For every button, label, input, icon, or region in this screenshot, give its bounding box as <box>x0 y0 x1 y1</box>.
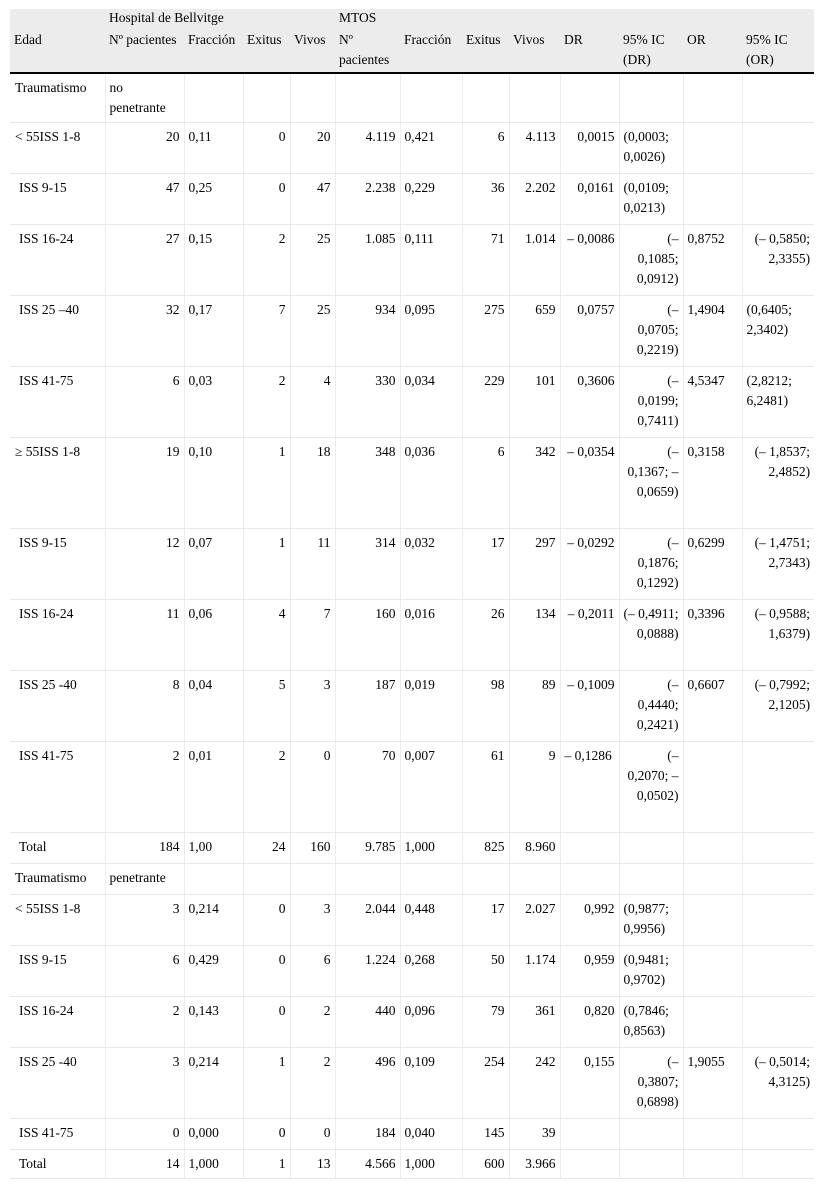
cell-col-1: 6 <box>105 946 184 997</box>
header-group-empty <box>10 9 105 28</box>
cell-col-8: 2.027 <box>509 895 560 946</box>
cell-col-3: 0 <box>243 997 290 1048</box>
cell-col-4 <box>290 73 335 123</box>
cell-col-10: (– 0,0705; 0,2219) <box>619 296 683 367</box>
cell-col-4: 0 <box>290 742 335 833</box>
cell-col-6: 0,019 <box>400 671 462 742</box>
cell-col-11 <box>683 123 742 174</box>
cell-col-3: 1 <box>243 438 290 529</box>
cell-col-0: ISS 9-15 <box>10 946 105 997</box>
cell-col-0: ISS 9-15 <box>10 529 105 600</box>
cell-col-1: penetrante <box>105 864 184 895</box>
cell-col-4: 47 <box>290 174 335 225</box>
cell-col-9 <box>560 1150 619 1179</box>
cell-col-11 <box>683 1150 742 1179</box>
cell-col-12 <box>742 864 814 895</box>
cell-col-9: – 0,0292 <box>560 529 619 600</box>
cell-col-8 <box>509 864 560 895</box>
cell-col-3: 5 <box>243 671 290 742</box>
table-row <box>10 438 814 529</box>
cell-col-4: 2 <box>290 997 335 1048</box>
cell-col-0: ISS 25 –40 <box>10 296 105 367</box>
table-row <box>10 1119 814 1150</box>
cell-col-11 <box>683 997 742 1048</box>
cell-col-10: (0,9877; 0,9956) <box>619 895 683 946</box>
cell-col-0: < 55ISS 1-8 <box>10 123 105 174</box>
cell-col-6: 0,040 <box>400 1119 462 1150</box>
cell-col-3: 0 <box>243 895 290 946</box>
header-group-hospital: Hospital de Bellvitge <box>105 9 335 28</box>
cell-col-5: 1.224 <box>335 946 400 997</box>
cell-col-7: 98 <box>462 671 509 742</box>
cell-col-7: 600 <box>462 1150 509 1179</box>
cell-col-3: 1 <box>243 1048 290 1119</box>
cell-col-11: 0,6299 <box>683 529 742 600</box>
cell-col-7: 17 <box>462 895 509 946</box>
cell-col-7: 17 <box>462 529 509 600</box>
cell-col-3: 1 <box>243 1150 290 1179</box>
cell-col-0: ≥ 55ISS 1-8 <box>10 438 105 529</box>
cell-col-11 <box>683 73 742 123</box>
table-row <box>10 997 814 1048</box>
cell-col-8: 89 <box>509 671 560 742</box>
cell-col-8: 4.113 <box>509 123 560 174</box>
col-fraccion-hospital: Fracción <box>184 28 243 74</box>
cell-col-9: – 0,0086 <box>560 225 619 296</box>
cell-col-9: 0,992 <box>560 895 619 946</box>
cell-col-11: 1,9055 <box>683 1048 742 1119</box>
table-row <box>10 174 814 225</box>
cell-col-12 <box>742 174 814 225</box>
cell-col-5: 4.119 <box>335 123 400 174</box>
cell-col-12 <box>742 946 814 997</box>
cell-col-9: – 0,2011 <box>560 600 619 671</box>
col-vivos-mtos: Vivos <box>509 28 560 74</box>
cell-col-9 <box>560 864 619 895</box>
cell-col-10: (0,9481; 0,9702) <box>619 946 683 997</box>
cell-col-1: no penetrante <box>105 73 184 123</box>
cell-col-8 <box>509 73 560 123</box>
cell-col-10 <box>619 73 683 123</box>
cell-col-7: 145 <box>462 1119 509 1150</box>
cell-col-10 <box>619 1119 683 1150</box>
cell-col-1: 0 <box>105 1119 184 1150</box>
cell-col-7: 254 <box>462 1048 509 1119</box>
cell-col-11: 0,8752 <box>683 225 742 296</box>
cell-col-11 <box>683 174 742 225</box>
cell-col-2: 0,07 <box>184 529 243 600</box>
cell-col-4: 13 <box>290 1150 335 1179</box>
cell-col-10: (– 0,4440; 0,2421) <box>619 671 683 742</box>
cell-col-2: 0,01 <box>184 742 243 833</box>
cell-col-2 <box>184 73 243 123</box>
cell-col-9: 0,0757 <box>560 296 619 367</box>
col-n-pacientes-mtos: Nº pacientes <box>335 28 400 74</box>
cell-col-8: 3.966 <box>509 1150 560 1179</box>
cell-col-6: 0,007 <box>400 742 462 833</box>
cell-col-0: ISS 16-24 <box>10 600 105 671</box>
cell-col-4: 11 <box>290 529 335 600</box>
cell-col-5: 1.085 <box>335 225 400 296</box>
cell-col-0: ISS 41-75 <box>10 742 105 833</box>
col-or: OR <box>683 28 742 74</box>
table-row <box>10 742 814 833</box>
cell-col-11: 4,5347 <box>683 367 742 438</box>
cell-col-1: 184 <box>105 833 184 864</box>
cell-col-3: 0 <box>243 174 290 225</box>
cell-col-11: 0,3396 <box>683 600 742 671</box>
cell-col-2: 0,143 <box>184 997 243 1048</box>
cell-col-2: 0,15 <box>184 225 243 296</box>
cell-col-6: 1,000 <box>400 833 462 864</box>
cell-col-5: 934 <box>335 296 400 367</box>
table-row <box>10 600 814 671</box>
cell-col-0: ISS 41-75 <box>10 367 105 438</box>
cell-col-2: 0,10 <box>184 438 243 529</box>
cell-col-7: 825 <box>462 833 509 864</box>
cell-col-12: (0,6405; 2,3402) <box>742 296 814 367</box>
cell-col-0: ISS 25 -40 <box>10 1048 105 1119</box>
cell-col-4: 0 <box>290 1119 335 1150</box>
cell-col-4: 25 <box>290 296 335 367</box>
cell-col-8: 39 <box>509 1119 560 1150</box>
col-dr: DR <box>560 28 619 74</box>
cell-col-2 <box>184 864 243 895</box>
cell-col-1: 27 <box>105 225 184 296</box>
cell-col-9: 0,820 <box>560 997 619 1048</box>
cell-col-7: 26 <box>462 600 509 671</box>
cell-col-11 <box>683 864 742 895</box>
cell-col-7: 229 <box>462 367 509 438</box>
cell-col-1: 32 <box>105 296 184 367</box>
cell-col-10: (– 0,1367; – 0,0659) <box>619 438 683 529</box>
cell-col-12 <box>742 123 814 174</box>
cell-col-6: 0,109 <box>400 1048 462 1119</box>
cell-col-9: – 0,1286 <box>560 742 619 833</box>
cell-col-2: 0,04 <box>184 671 243 742</box>
cell-col-1: 3 <box>105 1048 184 1119</box>
cell-col-12 <box>742 742 814 833</box>
cell-col-3: 4 <box>243 600 290 671</box>
cell-col-0: Total <box>10 833 105 864</box>
table-row <box>10 225 814 296</box>
cell-col-10: (0,0003; 0,0026) <box>619 123 683 174</box>
cell-col-10: (– 0,4911; 0,0888) <box>619 600 683 671</box>
cell-col-8: 659 <box>509 296 560 367</box>
table-container <box>10 9 814 1179</box>
cell-col-4: 7 <box>290 600 335 671</box>
cell-col-12: (2,8212; 6,2481) <box>742 367 814 438</box>
cell-col-3: 2 <box>243 225 290 296</box>
cell-col-10: (0,7846; 0,8563) <box>619 997 683 1048</box>
cell-col-0: ISS 16-24 <box>10 225 105 296</box>
cell-col-11: 0,6607 <box>683 671 742 742</box>
cell-col-6: 0,034 <box>400 367 462 438</box>
cell-col-9: 0,155 <box>560 1048 619 1119</box>
section-row <box>10 864 814 895</box>
cell-col-0: Traumatismo <box>10 864 105 895</box>
cell-col-1: 47 <box>105 174 184 225</box>
cell-col-4: 3 <box>290 895 335 946</box>
cell-col-6: 0,016 <box>400 600 462 671</box>
col-ic-or: 95% IC (OR) <box>742 28 814 74</box>
cell-col-11 <box>683 742 742 833</box>
cell-col-8: 8.960 <box>509 833 560 864</box>
cell-col-6: 0,036 <box>400 438 462 529</box>
cell-col-2: 0,17 <box>184 296 243 367</box>
cell-col-5: 2.044 <box>335 895 400 946</box>
cell-col-11 <box>683 946 742 997</box>
cell-col-12 <box>742 1150 814 1179</box>
cell-col-12 <box>742 1119 814 1150</box>
cell-col-7 <box>462 864 509 895</box>
cell-col-9 <box>560 73 619 123</box>
cell-col-7: 6 <box>462 123 509 174</box>
cell-col-4: 2 <box>290 1048 335 1119</box>
table-row <box>10 946 814 997</box>
cell-col-12: (– 0,9588; 1,6379) <box>742 600 814 671</box>
col-fraccion-mtos: Fracción <box>400 28 462 74</box>
cell-col-4: 18 <box>290 438 335 529</box>
cell-col-10 <box>619 1150 683 1179</box>
cell-col-1: 12 <box>105 529 184 600</box>
cell-col-12: (– 1,4751; 2,7343) <box>742 529 814 600</box>
cell-col-3 <box>243 73 290 123</box>
cell-col-7: 36 <box>462 174 509 225</box>
cell-col-5: 330 <box>335 367 400 438</box>
cell-col-9: 0,0161 <box>560 174 619 225</box>
cell-col-10: (0,0109; 0,0213) <box>619 174 683 225</box>
table-body <box>10 73 814 1179</box>
cell-col-7: 50 <box>462 946 509 997</box>
cell-col-4: 4 <box>290 367 335 438</box>
cell-col-0: ISS 25 -40 <box>10 671 105 742</box>
cell-col-10: (– 0,0199; 0,7411) <box>619 367 683 438</box>
cell-col-2: 0,06 <box>184 600 243 671</box>
cell-col-12: (– 0,7992; 2,1205) <box>742 671 814 742</box>
cell-col-9: 0,0015 <box>560 123 619 174</box>
cell-col-6: 0,229 <box>400 174 462 225</box>
table-row <box>10 529 814 600</box>
cell-col-0: ISS 41-75 <box>10 1119 105 1150</box>
table-row <box>10 671 814 742</box>
data-table <box>10 9 814 1179</box>
cell-col-5: 184 <box>335 1119 400 1150</box>
cell-col-8: 101 <box>509 367 560 438</box>
cell-col-11: 1,4904 <box>683 296 742 367</box>
cell-col-8: 342 <box>509 438 560 529</box>
cell-col-6: 0,032 <box>400 529 462 600</box>
cell-col-6: 0,096 <box>400 997 462 1048</box>
cell-col-5: 4.566 <box>335 1150 400 1179</box>
cell-col-6 <box>400 864 462 895</box>
cell-col-12 <box>742 73 814 123</box>
cell-col-7 <box>462 73 509 123</box>
cell-col-1: 19 <box>105 438 184 529</box>
table-header <box>10 9 814 73</box>
cell-col-3: 1 <box>243 529 290 600</box>
cell-col-10: (– 0,1085; 0,0912) <box>619 225 683 296</box>
cell-col-7: 275 <box>462 296 509 367</box>
cell-col-2: 0,11 <box>184 123 243 174</box>
cell-col-5: 187 <box>335 671 400 742</box>
header-column-row <box>10 28 814 74</box>
cell-col-5: 348 <box>335 438 400 529</box>
cell-col-2: 0,214 <box>184 895 243 946</box>
cell-col-9: – 0,1009 <box>560 671 619 742</box>
cell-col-4 <box>290 864 335 895</box>
cell-col-11: 0,3158 <box>683 438 742 529</box>
cell-col-1: 6 <box>105 367 184 438</box>
cell-col-2: 0,214 <box>184 1048 243 1119</box>
table-row <box>10 123 814 174</box>
cell-col-12 <box>742 997 814 1048</box>
cell-col-6: 1,000 <box>400 1150 462 1179</box>
table-row <box>10 1048 814 1119</box>
cell-col-7: 61 <box>462 742 509 833</box>
cell-col-3: 0 <box>243 946 290 997</box>
cell-col-7: 79 <box>462 997 509 1048</box>
cell-col-8: 9 <box>509 742 560 833</box>
cell-col-9: 0,3606 <box>560 367 619 438</box>
col-ic-dr: 95% IC (DR) <box>619 28 683 74</box>
cell-col-10 <box>619 864 683 895</box>
cell-col-3: 0 <box>243 1119 290 1150</box>
header-group-mtos: MTOS <box>335 9 814 28</box>
cell-col-8: 1.174 <box>509 946 560 997</box>
cell-col-1: 3 <box>105 895 184 946</box>
cell-col-8: 297 <box>509 529 560 600</box>
cell-col-3: 2 <box>243 742 290 833</box>
cell-col-12 <box>742 833 814 864</box>
cell-col-12: (– 1,8537; 2,4852) <box>742 438 814 529</box>
cell-col-6: 0,448 <box>400 895 462 946</box>
col-edad: Edad <box>10 28 105 74</box>
cell-col-9: 0,959 <box>560 946 619 997</box>
cell-col-9 <box>560 833 619 864</box>
cell-col-5: 496 <box>335 1048 400 1119</box>
cell-col-6: 0,111 <box>400 225 462 296</box>
cell-col-8: 134 <box>509 600 560 671</box>
cell-col-3: 0 <box>243 123 290 174</box>
cell-col-8: 242 <box>509 1048 560 1119</box>
cell-col-1: 2 <box>105 997 184 1048</box>
cell-col-8: 1.014 <box>509 225 560 296</box>
cell-col-1: 14 <box>105 1150 184 1179</box>
cell-col-2: 0,25 <box>184 174 243 225</box>
cell-col-5 <box>335 864 400 895</box>
cell-col-5: 314 <box>335 529 400 600</box>
cell-col-4: 20 <box>290 123 335 174</box>
cell-col-5 <box>335 73 400 123</box>
header-group-row <box>10 9 814 28</box>
cell-col-10: (– 0,1876; 0,1292) <box>619 529 683 600</box>
cell-col-2: 1,000 <box>184 1150 243 1179</box>
cell-col-3: 24 <box>243 833 290 864</box>
cell-col-9 <box>560 1119 619 1150</box>
cell-col-5: 70 <box>335 742 400 833</box>
cell-col-12: (– 0,5850; 2,3355) <box>742 225 814 296</box>
cell-col-2: 0,000 <box>184 1119 243 1150</box>
cell-col-11 <box>683 895 742 946</box>
cell-col-5: 440 <box>335 997 400 1048</box>
cell-col-3: 2 <box>243 367 290 438</box>
section-row <box>10 73 814 123</box>
cell-col-4: 25 <box>290 225 335 296</box>
cell-col-7: 6 <box>462 438 509 529</box>
cell-col-4: 6 <box>290 946 335 997</box>
cell-col-10 <box>619 833 683 864</box>
cell-col-2: 0,03 <box>184 367 243 438</box>
cell-col-6: 0,268 <box>400 946 462 997</box>
cell-col-9: – 0,0354 <box>560 438 619 529</box>
cell-col-2: 0,429 <box>184 946 243 997</box>
cell-col-6: 0,095 <box>400 296 462 367</box>
table-row <box>10 1150 814 1179</box>
cell-col-2: 1,00 <box>184 833 243 864</box>
cell-col-12 <box>742 895 814 946</box>
cell-col-5: 160 <box>335 600 400 671</box>
cell-col-12: (– 0,5014; 4,3125) <box>742 1048 814 1119</box>
cell-col-0: ISS 9-15 <box>10 174 105 225</box>
table-row <box>10 895 814 946</box>
cell-col-4: 160 <box>290 833 335 864</box>
cell-col-0: < 55ISS 1-8 <box>10 895 105 946</box>
cell-col-5: 9.785 <box>335 833 400 864</box>
cell-col-8: 2.202 <box>509 174 560 225</box>
cell-col-1: 20 <box>105 123 184 174</box>
col-n-pacientes-hospital: Nº pacientes <box>105 28 184 74</box>
cell-col-6 <box>400 73 462 123</box>
cell-col-11 <box>683 833 742 864</box>
cell-col-6: 0,421 <box>400 123 462 174</box>
cell-col-1: 2 <box>105 742 184 833</box>
cell-col-5: 2.238 <box>335 174 400 225</box>
cell-col-10: (– 0,3807; 0,6898) <box>619 1048 683 1119</box>
table-row <box>10 367 814 438</box>
cell-col-3: 7 <box>243 296 290 367</box>
cell-col-1: 11 <box>105 600 184 671</box>
table-row <box>10 296 814 367</box>
table-row <box>10 833 814 864</box>
cell-col-11 <box>683 1119 742 1150</box>
cell-col-0: ISS 16-24 <box>10 997 105 1048</box>
col-exitus-mtos: Exitus <box>462 28 509 74</box>
cell-col-0: Total <box>10 1150 105 1179</box>
cell-col-1: 8 <box>105 671 184 742</box>
cell-col-7: 71 <box>462 225 509 296</box>
cell-col-0: Traumatismo <box>10 73 105 123</box>
col-exitus-hospital: Exitus <box>243 28 290 74</box>
cell-col-4: 3 <box>290 671 335 742</box>
col-vivos-hospital: Vivos <box>290 28 335 74</box>
cell-col-3 <box>243 864 290 895</box>
cell-col-10: (– 0,2070; – 0,0502) <box>619 742 683 833</box>
cell-col-8: 361 <box>509 997 560 1048</box>
